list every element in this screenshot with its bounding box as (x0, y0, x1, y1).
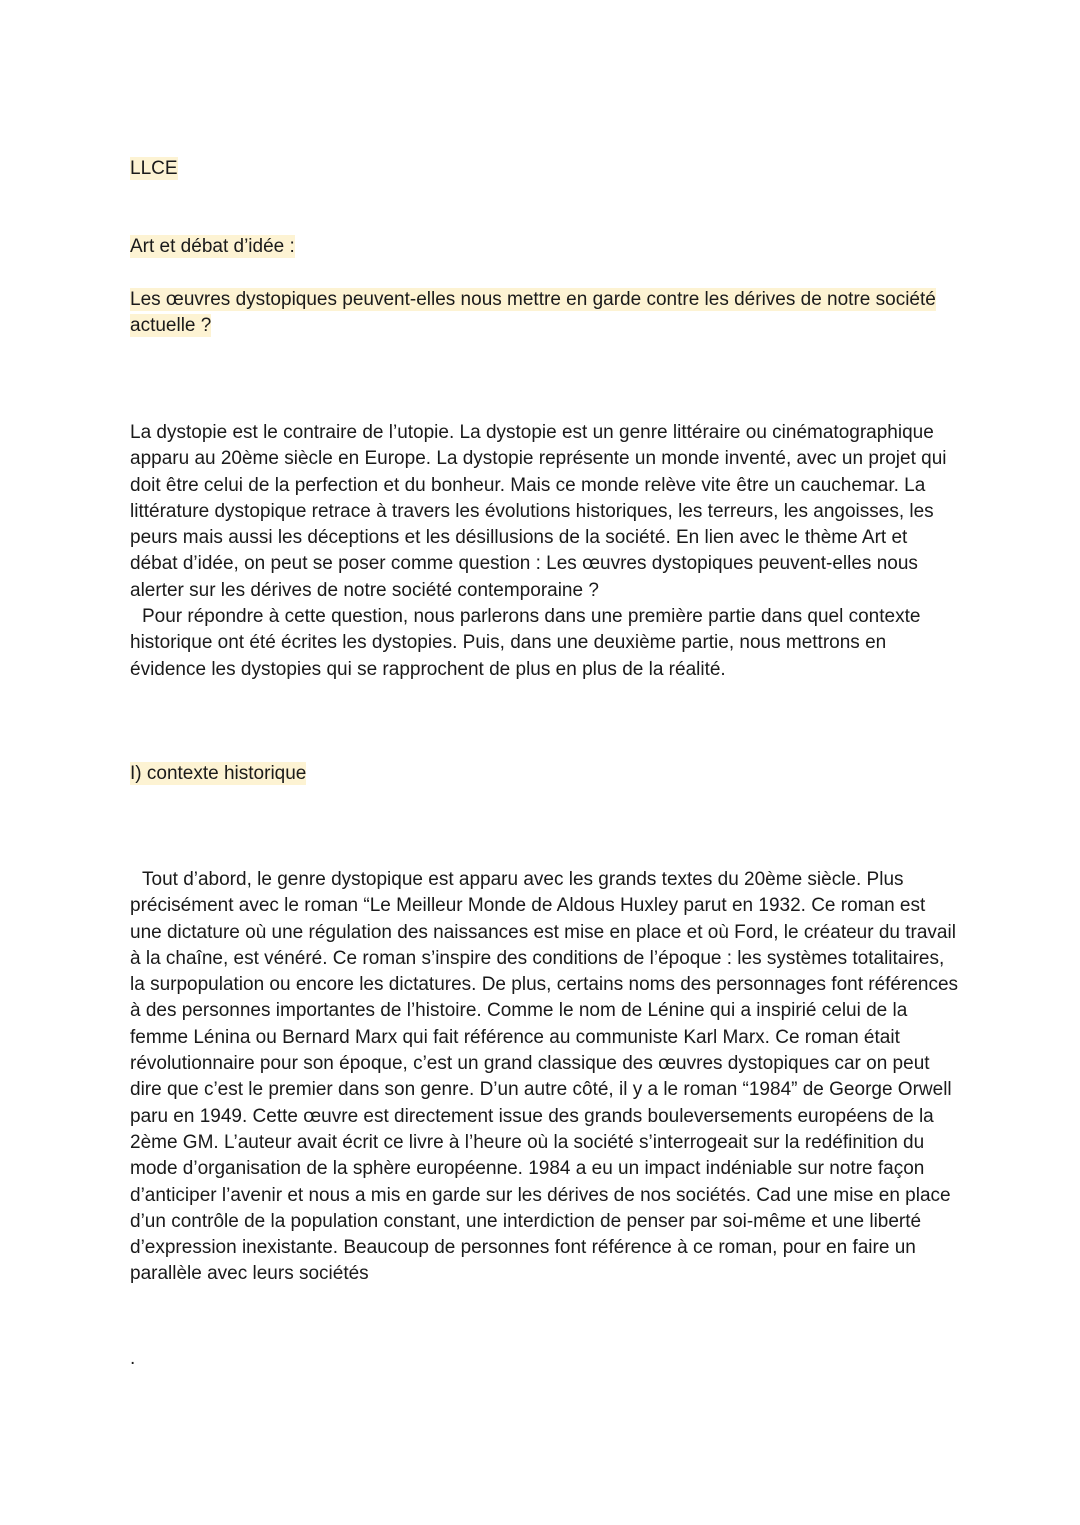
title-text: LLCE (130, 158, 178, 179)
section-title: I) contexte historique (130, 763, 307, 784)
trailing-mark: . (130, 1348, 136, 1369)
intro-paragraph-1: La dystopie est le contraire de l’utopie. La dystopie est un genre littéraire ou cinématographique apparu au 20ème siècle en Europe. La dystopie représente un monde inventé, avec un projet qui doit être celui de la perfection et du bonheur. Mais ce monde relève vite être un cauchemar. La littérature dystopique retrace à travers les évolutions historiques, les terreurs, les angoisses, les peurs mais aussi les déceptions et les désillusions de la société. En lien avec le thème Art et débat d’idée, on peut se poser comme question : Les œuvres dystopiques peuvent-elles nous alerter sur les dérives de notre société contemporaine ? (130, 422, 947, 601)
section-body (130, 867, 960, 1288)
intro-paragraph-2-wrapper (130, 604, 960, 683)
intro-paragraph-2: Pour répondre à cette question, nous parlerons dans une première partie dans quel contexte historique ont été écrites les dystopies. Puis, dans une deuxième partie, nous mettrons en évidence les dystopies qui se rapprochent de plus en plus de la réalité. (130, 606, 921, 680)
subject-heading (130, 234, 960, 260)
subject-text: Art et débat d’idée : (130, 236, 295, 257)
problem-question (130, 287, 960, 340)
question-text: Les œuvres dystopiques peuvent-elles nous mettre en garde contre les dérives de notre société actuelle ? (130, 289, 936, 337)
document-title (130, 156, 960, 182)
section-body-text: Tout d’abord, le genre dystopique est apparu avec les grands textes du 20ème siècle. Plus précisément avec le roman “Le Meilleur Monde de Aldous Huxley parut en 1932. Ce roman est une dictature où une régulation des naissances est mise en place et où Ford, le créateur du travail à la chaîne, est vénéré. Ce roman s’inspire des conditions de l’époque : les systèmes totalitaires, la surpopulation ou encore les dictatures. De plus, certains noms des personnages font références à des personnes importantes de l’histoire. Comme le nom de Lénine qui a inspirié celui de la femme Lénina ou Bernard Marx qui fait référence au communiste Karl Marx. Ce roman était révolutionnaire pour son époque, c’est un grand classique des œuvres dystopiques car on peut dire que c’est le premier dans son genre. D’un autre côté, il y a le roman “1984” de George Orwell paru en 1949. Cette œuvre est directement issue des grands bouleversements européens de la 2ème GM. L’auteur avait écrit ce livre à l’heure où la société s’interrogeait sur la redéfinition du mode d’organisation de la sphère européenne. 1984 a eu un impact indéniable sur notre façon d’anticiper l’avenir et nous a mis en garde sur les dérives de nos sociétés. Cad une mise en place d’un contrôle de la population constant, une interdiction de penser par soi-même et une liberté d’expression inexistante. Beaucoup de personnes font référence à ce roman, pour en faire un parallèle avec leurs sociétés (130, 869, 959, 1285)
section-heading (130, 761, 960, 787)
introduction (130, 420, 960, 683)
